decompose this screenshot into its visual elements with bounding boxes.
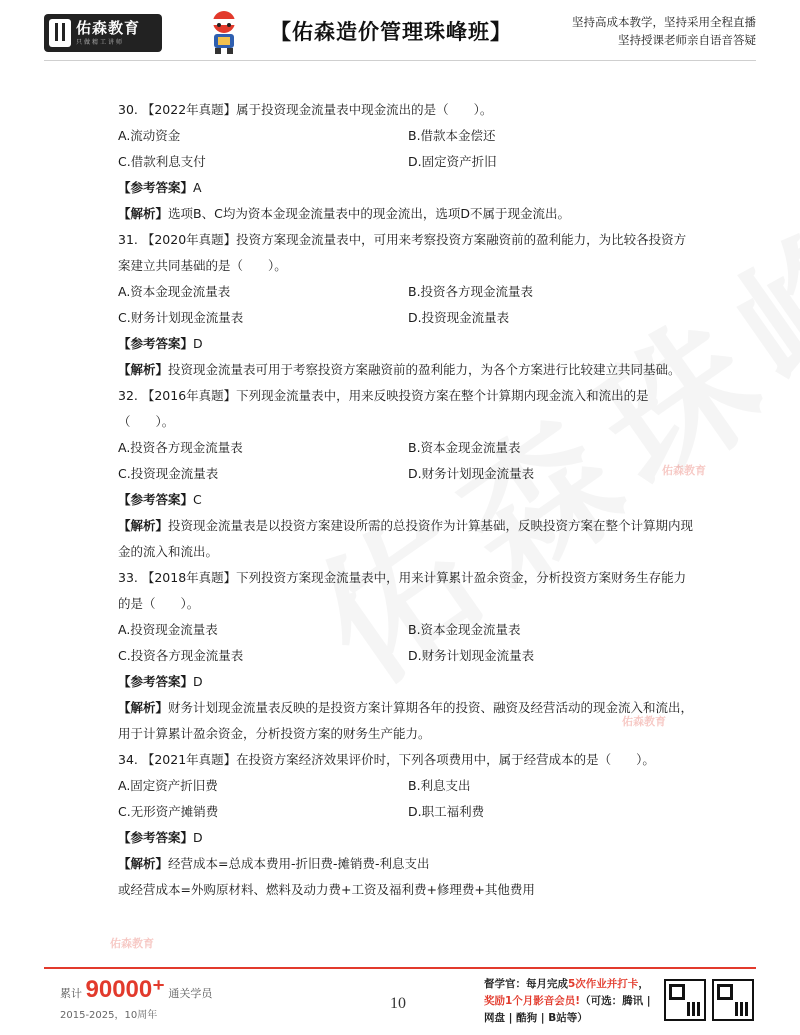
- analysis-line: [118, 357, 698, 383]
- promo-text-2b: （可选：腾讯 | 网盘 | 酷狗 | B站等）: [484, 995, 651, 1024]
- mascot-icon: [202, 8, 246, 56]
- logo-text: 佑森教育: [76, 19, 141, 37]
- footer-divider: [44, 967, 756, 969]
- count-number: 90000⁺: [85, 976, 165, 1003]
- options-row: [118, 149, 698, 175]
- question-block: [118, 383, 698, 565]
- promo-text-1c: ，: [638, 978, 649, 990]
- option-c: C.借款利息支付: [118, 154, 206, 169]
- analysis-line: [118, 695, 698, 747]
- option-d: D.固定资产折旧: [408, 154, 497, 169]
- analysis-label: 【解析】: [118, 700, 169, 715]
- logo-mark-icon: [49, 19, 71, 47]
- header-divider: [44, 60, 756, 61]
- option-a: A.投资各方现金流量表: [118, 440, 243, 455]
- analysis-text: 经营成本=总成本费用-折旧费-摊销费-利息支出: [168, 856, 430, 871]
- analysis-label: 【解析】: [118, 206, 169, 221]
- analysis-label: 【解析】: [118, 856, 169, 871]
- option-c: C.财务计划现金流量表: [118, 310, 244, 325]
- analysis-text: 投资现金流量表是以投资方案建设所需的总投资作为计算基础，反映投资方案在整个计算期内现金的流入和流出。: [118, 518, 694, 559]
- answer-label: 【参考答案】: [118, 830, 194, 845]
- answer-value: D: [193, 674, 203, 689]
- answer-label: 【参考答案】: [118, 674, 194, 689]
- answer-line: [118, 669, 698, 695]
- analysis-text: 选项B、C均为资本金现金流量表中的现金流出，选项D不属于现金流出。: [168, 206, 570, 221]
- option-a: A.资本金现金流量表: [118, 284, 231, 299]
- footer-stats: [60, 975, 212, 1021]
- logo-subtext: 只做精工讲师: [76, 39, 125, 46]
- option-a: A.固定资产折旧费: [118, 778, 218, 793]
- question-stem: 31. 【2020年真题】投资方案现金流量表中，可用来考察投资方案融资前的盈利能力，为比较各投资方案建立共同基础的是（ ）。: [118, 232, 687, 273]
- option-d: D.财务计划现金流量表: [408, 648, 535, 663]
- option-c: C.投资各方现金流量表: [118, 648, 244, 663]
- question-block: [118, 747, 698, 903]
- option-b: B.借款本金偿还: [408, 128, 496, 143]
- option-d: D.投资现金流量表: [408, 310, 510, 325]
- analysis-line: [118, 851, 698, 877]
- answer-line: [118, 175, 698, 201]
- answer-value: D: [193, 830, 203, 845]
- options-row: [118, 305, 698, 331]
- analysis-text: 财务计划现金流量表反映的是投资方案计算期各年的投资、融资及经营活动的现金流入和流出，用于计算累计盈余资金，分析投资方案的财务生产能力。: [118, 700, 694, 741]
- option-a: A.流动资金: [118, 128, 181, 143]
- answer-value: A: [193, 180, 202, 195]
- option-c: C.无形资产摊销费: [118, 804, 219, 819]
- analysis-line: [118, 513, 698, 565]
- brand-logo: [44, 14, 162, 52]
- option-d: D.职工福利费: [408, 804, 485, 819]
- question-block: [118, 97, 698, 227]
- student-count: [60, 975, 212, 1004]
- options-row: [118, 643, 698, 669]
- qr-code-icon: [712, 979, 754, 1021]
- option-b: B.资本金现金流量表: [408, 440, 521, 455]
- slogan-line-2: 坚持授课老师亲自语音答疑: [618, 33, 756, 47]
- watermark-logo-2: 佑森教育: [622, 715, 666, 728]
- question-block: [118, 227, 698, 383]
- promo-line-2: [484, 993, 660, 1027]
- slogan-line-1: 坚持高成本教学，坚持采用全程直播: [572, 15, 756, 29]
- promo-highlight-2: 奖励1个月影音会员!: [484, 995, 581, 1007]
- question-stem: 33. 【2018年真题】下列投资方案现金流量表中，用来计算累计盈余资金，分析投资方案财务生存能力的是（ ）。: [118, 570, 687, 611]
- option-d: D.财务计划现金流量表: [408, 466, 535, 481]
- option-b: B.资本金现金流量表: [408, 622, 521, 637]
- options-row: [118, 123, 698, 149]
- options-row: [118, 461, 698, 487]
- options-row: [118, 773, 698, 799]
- page-header: [0, 0, 800, 62]
- promo-highlight-1: 5次作业并打卡: [568, 978, 639, 990]
- analysis-line: [118, 201, 698, 227]
- answer-line: [118, 487, 698, 513]
- answer-label: 【参考答案】: [118, 336, 194, 351]
- header-slogan: [572, 13, 756, 49]
- options-row: [118, 435, 698, 461]
- count-suffix: 通关学员: [168, 987, 213, 1000]
- options-row: [118, 279, 698, 305]
- answer-line: [118, 331, 698, 357]
- promo-text-1a: 督学官：每月完成: [484, 978, 568, 990]
- count-prefix: 累计: [60, 987, 82, 1000]
- question-stem: 30. 【2022年真题】属于投资现金流量表中现金流出的是（ ）。: [118, 102, 493, 117]
- answer-value: C: [193, 492, 202, 507]
- analysis-label: 【解析】: [118, 362, 169, 377]
- anniversary-years: 2015-2025，10周年: [60, 1010, 158, 1021]
- option-b: B.投资各方现金流量表: [408, 284, 534, 299]
- answer-line: [118, 825, 698, 851]
- option-b: B.利息支出: [408, 778, 471, 793]
- analysis-extra-line: 或经营成本=外购原材料、燃料及动力费+工资及福利费+修理费+其他费用: [118, 882, 535, 897]
- question-block: [118, 565, 698, 747]
- analysis-text: 投资现金流量表可用于考察投资方案融资前的盈利能力，为各个方案进行比较建立共同基础。: [168, 362, 681, 377]
- options-row: [118, 617, 698, 643]
- analysis-label: 【解析】: [118, 518, 169, 533]
- page-number: 10: [390, 995, 406, 1012]
- qr-code-icon: [664, 979, 706, 1021]
- answer-value: D: [193, 336, 203, 351]
- watermark-logo-3: 佑森教育: [110, 937, 154, 950]
- footer-promo: [484, 976, 660, 1027]
- watermark-logo-1: 佑森教育: [662, 464, 706, 477]
- answer-label: 【参考答案】: [118, 492, 194, 507]
- promo-line-1: [484, 976, 660, 993]
- option-a: A.投资现金流量表: [118, 622, 218, 637]
- answer-label: 【参考答案】: [118, 180, 194, 195]
- question-list: [118, 97, 698, 903]
- options-row: [118, 799, 698, 825]
- document-title: 【佑森造价管理珠峰班】: [270, 19, 512, 44]
- option-c: C.投资现金流量表: [118, 466, 219, 481]
- question-stem: 32. 【2016年真题】下列现金流量表中，用来反映投资方案在整个计算期内现金流入和流出的是（ ）。: [118, 388, 649, 429]
- question-stem: 34. 【2021年真题】在投资方案经济效果评价时，下列各项费用中，属于经营成本的是（ ）。: [118, 752, 655, 767]
